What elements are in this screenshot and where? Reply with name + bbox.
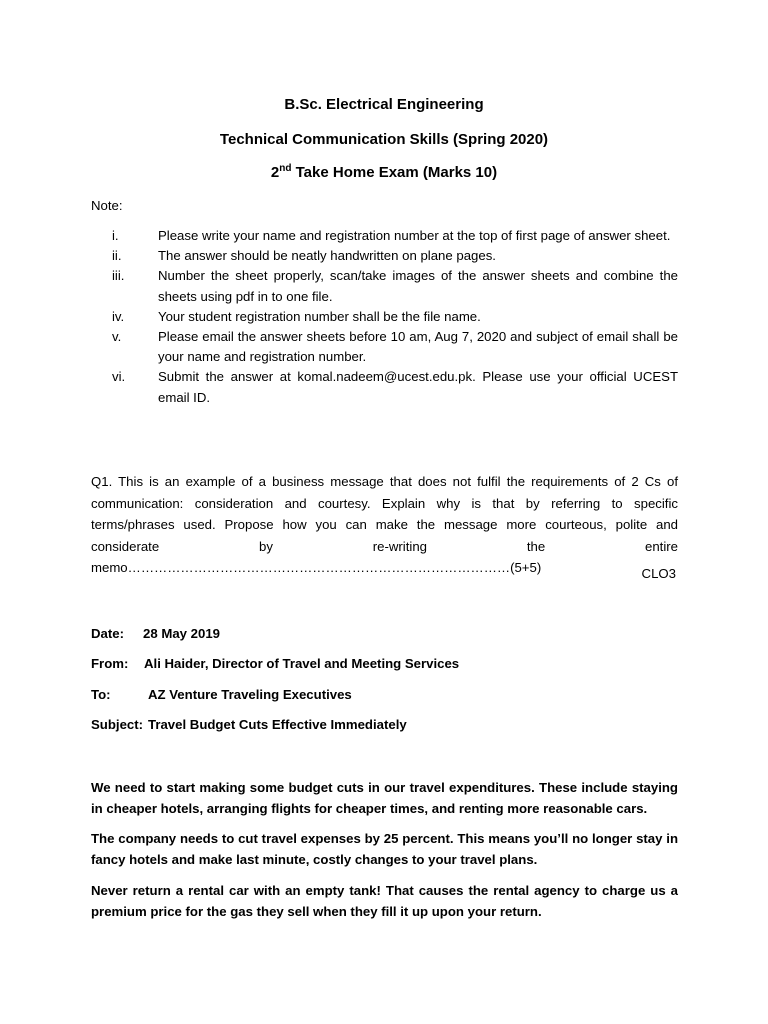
memo-to (91, 685, 352, 705)
course-title: Technical Communication Skills (Spring 2020) (219, 131, 549, 148)
note-number: i. (112, 228, 119, 243)
memo-date (91, 624, 220, 644)
memo-from-label: From: (91, 656, 129, 671)
note-number: v. (112, 329, 122, 345)
note-label: Note: (91, 198, 123, 213)
memo-paragraph-2: The company needs to cut travel expenses by 25 percent. This means you’ll no longer stay in fancy hotels and make last minute, costly changes to your travel plans. (91, 831, 678, 867)
note-number: vi. (112, 369, 126, 385)
note-number: ii. (112, 248, 122, 264)
exam-ordinal: 2 (270, 164, 280, 181)
memo-date-value: 28 May 2019 (143, 626, 220, 641)
note-item (91, 327, 678, 367)
memo-subject (91, 715, 407, 735)
memo-from-value: Ali Haider, Director of Travel and Meeting Services (144, 656, 460, 671)
note-text: Your student registration number shall be the file name. (158, 308, 481, 324)
note-item (91, 246, 678, 266)
note-item (91, 307, 678, 327)
program-title: B.Sc. Electrical Engineering (284, 96, 484, 113)
memo-to-value: AZ Venture Traveling Executives (148, 687, 352, 702)
note-item (91, 226, 678, 246)
note-text: Please write your name and registration number at the top of first page of answer sheet. (158, 228, 671, 243)
memo-paragraph-1: We need to start making some budget cuts in our travel expenditures. These include staying in cheaper hotels, arranging flights for cheaper times, and renting more reasonable cars. (91, 780, 678, 816)
exam-title-rest: Take Home Exam (Marks 10) (291, 164, 498, 181)
note-item (91, 266, 678, 306)
memo-date-label: Date: (91, 626, 124, 641)
note-text: Number the sheet properly, scan/take images of the answer sheets and combine the sheets using pdf in to one file. (158, 268, 678, 304)
note-text: The answer should be neatly handwritten on plane pages. (158, 248, 496, 264)
exam-title (0, 164, 768, 182)
memo-to-label: To: (91, 687, 111, 702)
note-number: iii. (112, 268, 125, 284)
question-text: Q1. This is an example of a business message that does not fulfil the requirements of 2 Cs of communication: consideration and courtesy. Explain why is that by referring to specific terms/phrases used. Propose how you can make the message more courteous, polite and considerate by re-writing the entire memo……………………………………………………………………………(5+5) (91, 474, 678, 575)
memo-subject-value: Travel Budget Cuts Effective Immediately (148, 717, 407, 732)
note-item (91, 367, 678, 407)
memo-subject-label: Subject: (91, 717, 144, 732)
clo-label: CLO3 (641, 566, 676, 581)
note-text: Submit the answer at komal.nadeem@ucest.edu.pk. Please use your official UCEST email ID. (158, 369, 678, 405)
memo-paragraph-3: Never return a rental car with an empty tank! That causes the rental agency to charge us a premium price for the gas they sell when they fill it up upon your return. (91, 883, 678, 919)
note-list (91, 226, 678, 408)
exam-ordinal-suffix: nd (279, 163, 292, 174)
note-text: Please email the answer sheets before 10 am, Aug 7, 2020 and subject of email shall be your name and registration number. (158, 329, 678, 365)
note-number: iv. (112, 308, 125, 324)
memo-from (91, 654, 459, 674)
